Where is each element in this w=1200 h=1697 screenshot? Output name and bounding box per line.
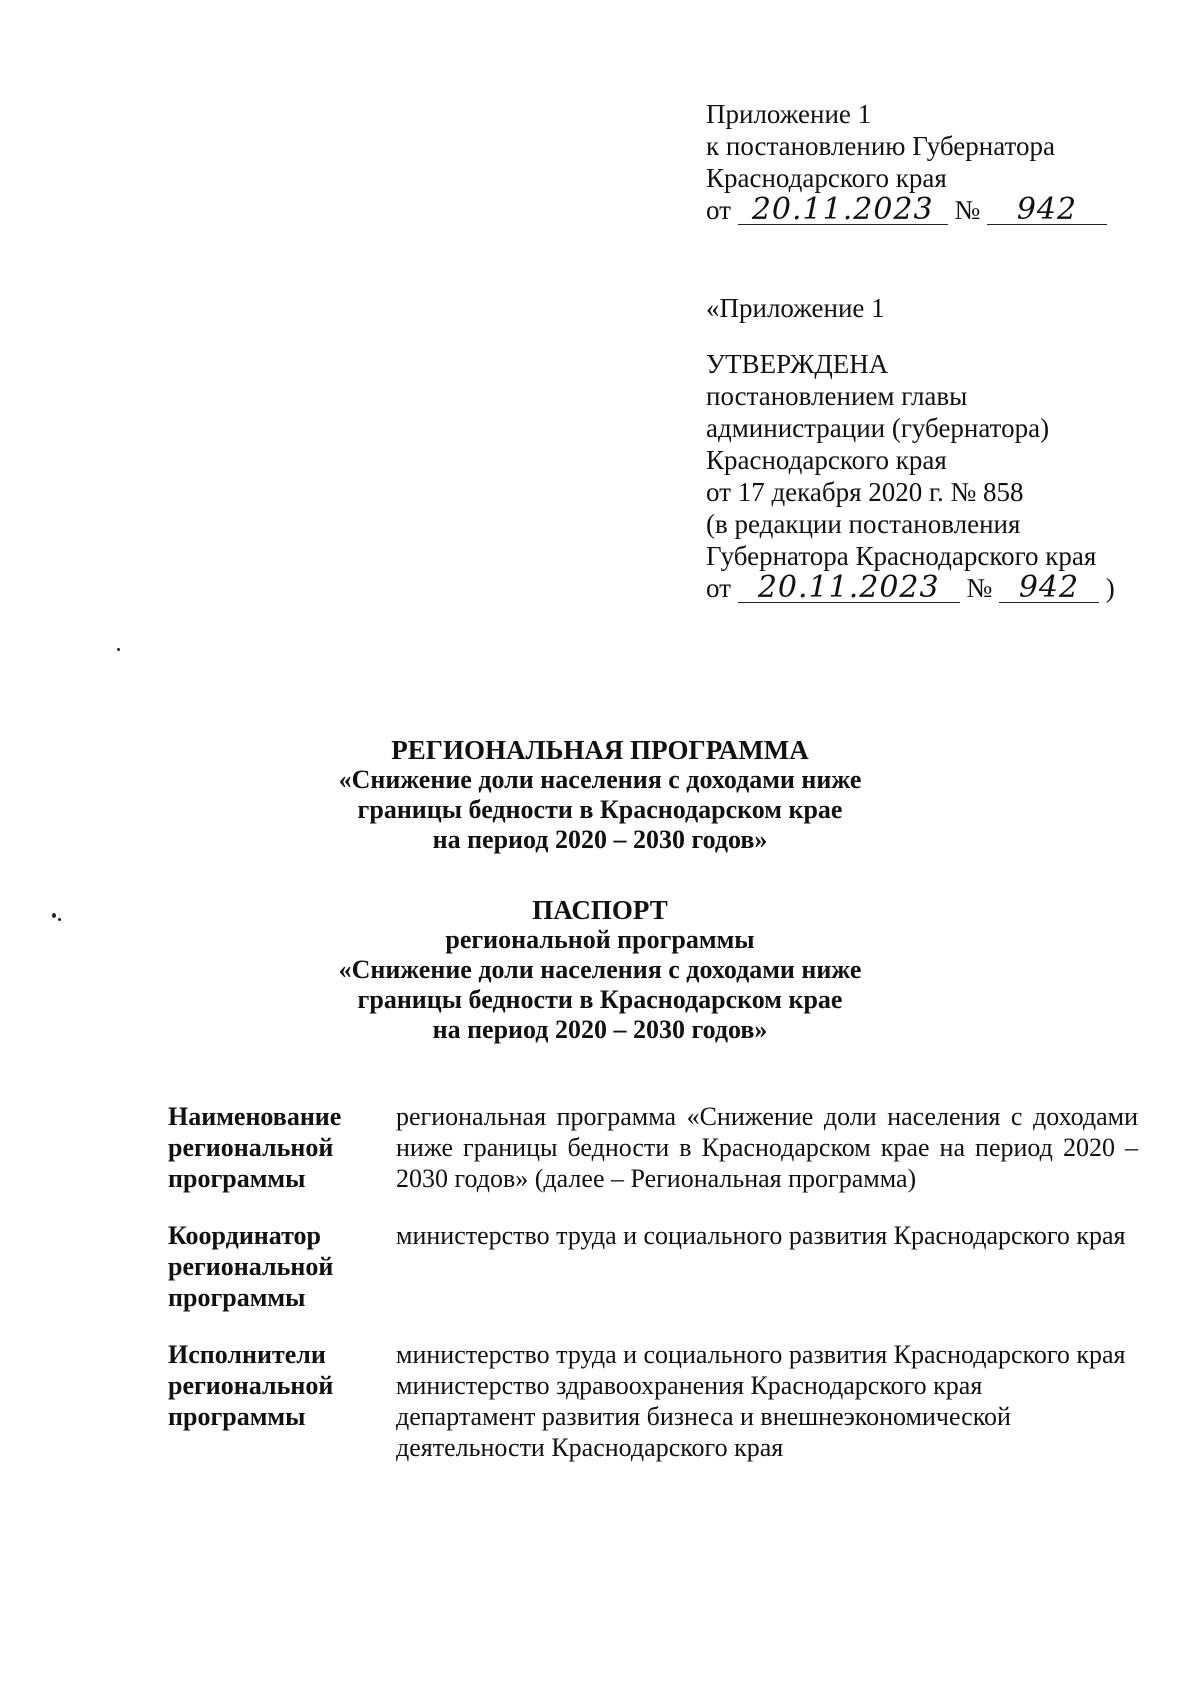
number-label: №	[954, 195, 981, 225]
program-title-line: «Снижение доли населения с доходами ниже	[338, 765, 862, 794]
row-value: министерство труда и социального развития Краснодарского края	[396, 1221, 1126, 1250]
annex-header-date-line	[706, 194, 1107, 226]
row-value: региональная программа «Снижение доли населения с доходами ниже границы бедности в Краснодарском крае на период 2020 – 2030 годов» (далее – Региональная программа)	[396, 1102, 1138, 1193]
row-label-line: региональной	[168, 1371, 334, 1400]
annex-header	[706, 98, 1107, 226]
row-label-line: региональной	[168, 1133, 334, 1162]
passport-title	[0, 895, 1200, 1045]
date-prefix: от	[706, 195, 731, 225]
row-label	[168, 1339, 396, 1489]
annex-header-line: Приложение 1	[706, 99, 872, 129]
scan-speck	[58, 918, 61, 921]
handwritten-number: 942	[999, 574, 1099, 603]
program-title-line: на период 2020 – 2030 годов»	[432, 825, 768, 854]
handwritten-number: 942	[987, 196, 1107, 225]
passport-title-line: на период 2020 – 2030 годов»	[432, 1015, 768, 1044]
table-row	[168, 1339, 1138, 1489]
passport-title-line: региональной программы	[445, 925, 755, 954]
row-label-line: региональной	[168, 1252, 334, 1281]
closing-bracket: )	[1105, 573, 1115, 603]
row-label-line: программы	[168, 1164, 306, 1193]
approval-block	[706, 292, 1115, 604]
program-title-line: границы бедности в Краснодарском крае	[357, 795, 843, 824]
row-label-line: программы	[168, 1283, 306, 1312]
row-label	[168, 1101, 396, 1220]
row-label-line: Координатор	[168, 1221, 322, 1250]
spacer	[706, 324, 1115, 348]
row-label-line: Наименование	[168, 1102, 342, 1131]
approved-label: УТВЕРЖДЕНА	[706, 349, 889, 379]
row-value	[396, 1339, 1138, 1489]
approval-date-line	[706, 572, 1115, 604]
program-heading: РЕГИОНАЛЬНАЯ ПРОГРАММА	[391, 735, 809, 765]
approval-line: Краснодарского края	[706, 445, 947, 475]
passport-title-line: «Снижение доли населения с доходами ниже	[338, 955, 862, 984]
passport-heading: ПАСПОРТ	[532, 895, 668, 925]
approval-line: Губернатора Краснодарского края	[706, 541, 1097, 571]
row-value-line: департамент развития бизнеса и внешнеэкономической деятельности Краснодарского края	[396, 1402, 1011, 1462]
passport-title-line: границы бедности в Краснодарском крае	[357, 985, 843, 1014]
scan-speck	[117, 648, 120, 651]
approval-line: постановлением главы	[706, 381, 968, 411]
date-prefix: от	[706, 573, 731, 603]
handwritten-date: 20.11.2023	[738, 196, 948, 225]
row-label-line: программы	[168, 1402, 306, 1431]
approval-line: администрации (губернатора)	[706, 413, 1050, 443]
row-value-line: министерство здравоохранения Краснодарского края	[396, 1371, 983, 1400]
handwritten-date: 20.11.2023	[738, 574, 960, 603]
row-value-line: министерство труда и социального развития Краснодарского края	[396, 1340, 1126, 1369]
annex-header-line: к постановлению Губернатора	[706, 131, 1055, 161]
program-title	[0, 735, 1200, 855]
table-row	[168, 1220, 1138, 1339]
row-label	[168, 1220, 396, 1339]
annex-label: «Приложение 1	[706, 293, 885, 323]
row-label-line: Исполнители	[168, 1340, 326, 1369]
approval-line: от 17 декабря 2020 г. № 858	[706, 477, 1024, 507]
passport-table	[168, 1101, 1138, 1489]
scan-speck	[52, 913, 56, 918]
annex-header-line: Краснодарского края	[706, 163, 947, 193]
approval-line: (в редакции постановления	[706, 509, 1021, 539]
table-row	[168, 1101, 1138, 1220]
number-label: №	[966, 573, 993, 603]
